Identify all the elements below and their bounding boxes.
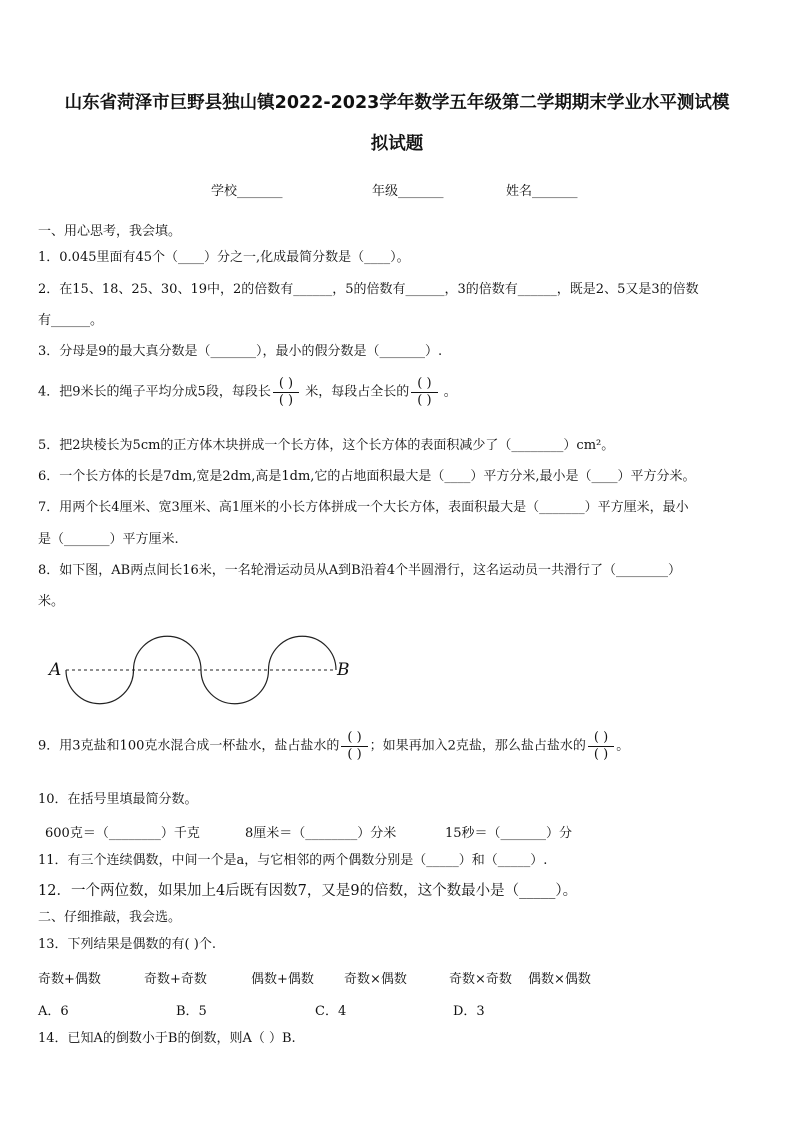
question-13-expression: 偶数+偶数 xyxy=(251,972,314,987)
option-b[interactable]: B．5 xyxy=(176,1004,207,1019)
question-1: 1．0.045里面有45个（____）分之一,化成最简分数是（____）。 xyxy=(38,250,410,265)
question-9 xyxy=(38,731,629,761)
point-a-label: A xyxy=(49,660,62,680)
question-9-text-b: ；如果再加入2克盐，那么盐占盐水的 xyxy=(369,738,586,754)
name-field: 姓名_______ xyxy=(506,184,578,199)
fraction-blank: ( ) ( ) xyxy=(588,731,614,761)
question-5: 5．把2块棱长为5cm的正方体木块拼成一个长方体，这个长方体的表面积减少了（________）cm²。 xyxy=(38,438,615,453)
question-13-expression: 偶数×偶数 xyxy=(528,972,591,987)
question-10-item: 15秒＝（_______）分 xyxy=(445,826,573,841)
question-8-line-1: 8．如下图，AB两点间长16米，一名轮滑运动员从A到B沿着4个半圆滑行，这名运动员一共滑行了（________） xyxy=(38,563,681,578)
question-12: 12．一个两位数，如果加上4后既有因数7，又是9的倍数，这个数最小是（_____）。 xyxy=(38,883,578,899)
question-14: 14．已知A的倒数小于B的倒数，则A（ ）B. xyxy=(38,1031,296,1046)
question-7-line-2: 是（_______）平方厘米. xyxy=(38,532,179,547)
question-10-item: 600克＝（________）千克 xyxy=(45,826,200,841)
school-field: 学校_______ xyxy=(211,184,283,199)
question-13: 13．下列结果是偶数的有( )个. xyxy=(38,937,216,952)
section-1-heading: 一、用心思考，我会填。 xyxy=(38,224,182,239)
fraction-blank: ( ) ( ) xyxy=(273,377,299,407)
page-title-line-1: 山东省菏泽市巨野县独山镇2022-2023学年数学五年级第二学期期末学业水平测试模 xyxy=(64,93,730,113)
question-8-line-2: 米。 xyxy=(38,594,65,609)
semicircle-path-figure xyxy=(40,625,360,715)
semicircle-4 xyxy=(269,636,337,670)
question-10-item: 8厘米＝（________）分米 xyxy=(245,826,397,841)
option-c[interactable]: C．4 xyxy=(315,1004,347,1019)
page-title-line-2: 拟试题 xyxy=(370,134,424,154)
question-3: 3．分母是9的最大真分数是（_______），最小的假分数是（_______）. xyxy=(38,344,443,359)
question-10: 10．在括号里填最简分数。 xyxy=(38,792,198,807)
question-13-expression: 奇数×奇数 xyxy=(449,972,512,987)
question-2-line-2: 有______。 xyxy=(38,313,104,328)
point-b-label: B xyxy=(337,660,350,680)
question-9-text-a: 9．用3克盐和100克水混合成一杯盐水，盐占盐水的 xyxy=(38,738,340,754)
question-13-expression: 奇数+偶数 xyxy=(38,972,101,987)
section-2-heading: 二、仔细推敲，我会选。 xyxy=(38,910,182,925)
semicircle-3 xyxy=(201,670,269,704)
question-4-text-a: 4．把9米长的绳子平均分成5段，每段长 xyxy=(38,384,271,400)
semicircle-2 xyxy=(134,636,202,670)
fraction-blank: ( ) ( ) xyxy=(411,377,437,407)
question-4-text-b: 米，每段占全长的 xyxy=(305,384,410,400)
option-d[interactable]: D．3 xyxy=(453,1004,485,1019)
semicircle-1 xyxy=(66,670,134,704)
question-11: 11．有三个连续偶数，中间一个是a，与它相邻的两个偶数分别是（_____）和（_____）. xyxy=(38,853,548,868)
question-7-line-1: 7．用两个长4厘米、宽3厘米、高1厘米的小长方体拼成一个大长方体，表面积最大是（_______）平方厘米，最小 xyxy=(38,500,689,515)
option-a[interactable]: A．6 xyxy=(38,1004,69,1019)
question-4 xyxy=(38,377,457,407)
question-9-text-c: 。 xyxy=(616,738,630,754)
question-13-expression: 奇数+奇数 xyxy=(144,972,207,987)
question-13-expression: 奇数×偶数 xyxy=(344,972,407,987)
fraction-blank: ( ) ( ) xyxy=(341,731,367,761)
question-2-line-1: 2．在15、18、25、30、19中，2的倍数有______，5的倍数有______，3的倍数有______，既是2、5又是3的倍数 xyxy=(38,282,699,297)
grade-field: 年级_______ xyxy=(372,184,444,199)
question-4-text-c: 。 xyxy=(443,384,457,400)
question-6: 6．一个长方体的长是7dm,宽是2dm,高是1dm,它的占地面积最大是（____）平方分米,最小是（____）平方分米。 xyxy=(38,469,696,484)
